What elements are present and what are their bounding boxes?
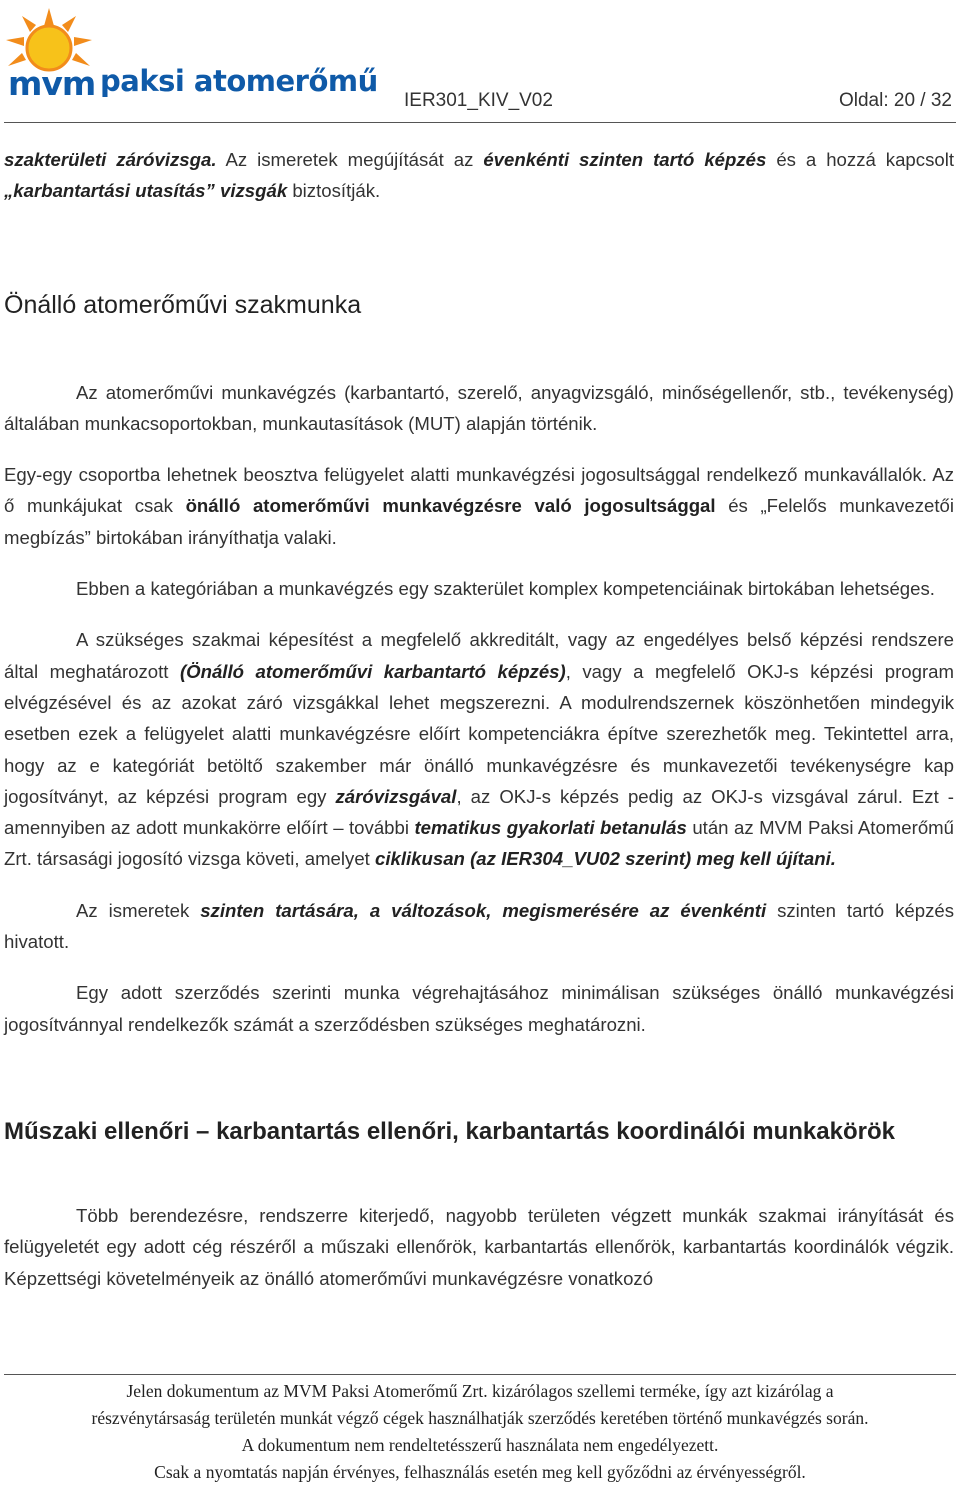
- emphasis-text: záróvizsgával: [335, 785, 457, 807]
- paragraph: Ebben a kategóriában a munkavégzés egy szakterület komplex kompetenciáinak birtokában lehetséges.: [76, 578, 935, 600]
- emphasis-text: szakterületi záróvizsga.: [4, 149, 217, 170]
- text-run: , az OKJ-s képzés pedig az OKJ-s vizsgával zárul. Ezt - amennyiben az adott munkakörre előírt – további: [4, 785, 954, 839]
- text-run: , vagy a megfelelő OKJ-s képzési program elvégzésével és az azokat záró vizsgákkal lehet megszerezni. A modulrendszernek köszönhetően mindegyik esetben ezek a felügyelet alatti munkavégzésre előírt kompetenciákra építve szerezhetők meg. Tekintettel arra, hogy az e kategóriát betöltő szakember már önálló munkavégzésre és munkavezetői tevékenységre kap jogosítványt, az képzési program egy: [4, 660, 954, 807]
- paragraph: [4, 459, 954, 553]
- logo-wordmark: paksi atomerőmű: [100, 64, 378, 98]
- paragraph: Több berendezésre, rendszerre kiterjedő, nagyobb területen végzett munkák szakmai irányítását és felügyeletét egy adott cég részéről a műszaki ellenőrök, karbantartás ellenőrök, karbantartás koordinálók végzik. Képzettségi követelményeik az önálló atomerőművi munkavégzésre vonatkozó: [4, 1204, 954, 1289]
- paragraph: Egy adott szerződés szerinti munka végrehajtásához minimálisan szükséges önálló munkavégzési jogosítvánnyal rendelkezők számát a szerződésben szükséges meghatározni.: [4, 982, 954, 1035]
- paragraph: [4, 144, 954, 207]
- footer-divider: [4, 1374, 956, 1375]
- paragraph: [4, 895, 954, 958]
- footer-line: Csak a nyomtatás napján érvényes, felhasználás esetén meg kell győződni az érvényességről.: [154, 1462, 806, 1482]
- paragraph: [4, 624, 954, 874]
- text-run: Az ismeretek megújítását az: [216, 149, 484, 170]
- text-run: szinten tartó képzés hivatott.: [4, 899, 955, 953]
- header-divider: [4, 122, 956, 123]
- page-header: [0, 0, 960, 124]
- emphasis-text: ciklikusan (az IER304_VU02 szerint) meg kell újítani.: [375, 848, 836, 870]
- emphasis-text: évenkénti szinten tartó képzés: [483, 149, 767, 170]
- document-id: IER301_KIV_V02: [404, 90, 553, 111]
- section-heading: Műszaki ellenőri – karbantartás ellenőri, karbantartás koordinálói munkakörök: [4, 1117, 895, 1145]
- page-number: Oldal: 20 / 32: [838, 90, 952, 111]
- footer-line: részvénytársaság területén munkát végző cégek használhatják szerződés keretében történő munkavégzés során.: [91, 1408, 869, 1428]
- text-run: Az ismeretek: [76, 899, 201, 921]
- emphasis-text: „karbantartási utasítás” vizsgák: [4, 180, 288, 202]
- text-run: után az MVM Paksi Atomerőmű Zrt. társasági jogosító vizsga követi, amelyet: [4, 817, 954, 870]
- text-run: Egy-egy csoportba lehetnek beosztva felügyelet alatti munkavégzési jogosultsággal rendelkező munkavállalók. Az ő munkájukat csak: [4, 464, 954, 517]
- text-run: és „Felelős munkavezetői megbízás” birtokában irányíthatja valaki.: [4, 495, 954, 548]
- logo-mvm-text: mvm: [8, 64, 96, 103]
- bold-text: önálló atomerőművi munkavégzésre való jogosultsággal: [185, 495, 716, 517]
- footer-line: Jelen dokumentum az MVM Paksi Atomerőmű Zrt. kizárólagos szellemi terméke, így azt kizárólag a: [126, 1381, 834, 1401]
- section-heading: Önálló atomerőművi szakmunka: [4, 290, 362, 319]
- paragraph: Az atomerőművi munkavégzés (karbantartó, szerelő, anyagvizsgáló, minőségellenőr, stb., tevékenység) általában munkacsoportokban, munkautasítások (MUT) alapján történik.: [4, 381, 954, 434]
- company-logo: [4, 8, 378, 108]
- page-footer: [0, 1378, 960, 1486]
- document-body: [4, 144, 954, 1294]
- footer-line: A dokumentum nem rendeltetésszerű használata nem engedélyezett.: [241, 1435, 719, 1455]
- text-run: biztosítják.: [287, 180, 381, 202]
- emphasis-text: tematikus gyakorlati betanulás: [414, 817, 687, 839]
- text-run: A szükséges szakmai képesítést a megfelelő akkreditált, vagy az engedélyes belső képzési rendszere által meghatározott: [4, 629, 954, 682]
- text-run: és a hozzá kapcsolt: [766, 149, 955, 170]
- emphasis-text: (Önálló atomerőművi karbantartó képzés): [179, 660, 566, 682]
- emphasis-text: szinten tartására, a változások, megismerésére az évenkénti: [200, 899, 767, 921]
